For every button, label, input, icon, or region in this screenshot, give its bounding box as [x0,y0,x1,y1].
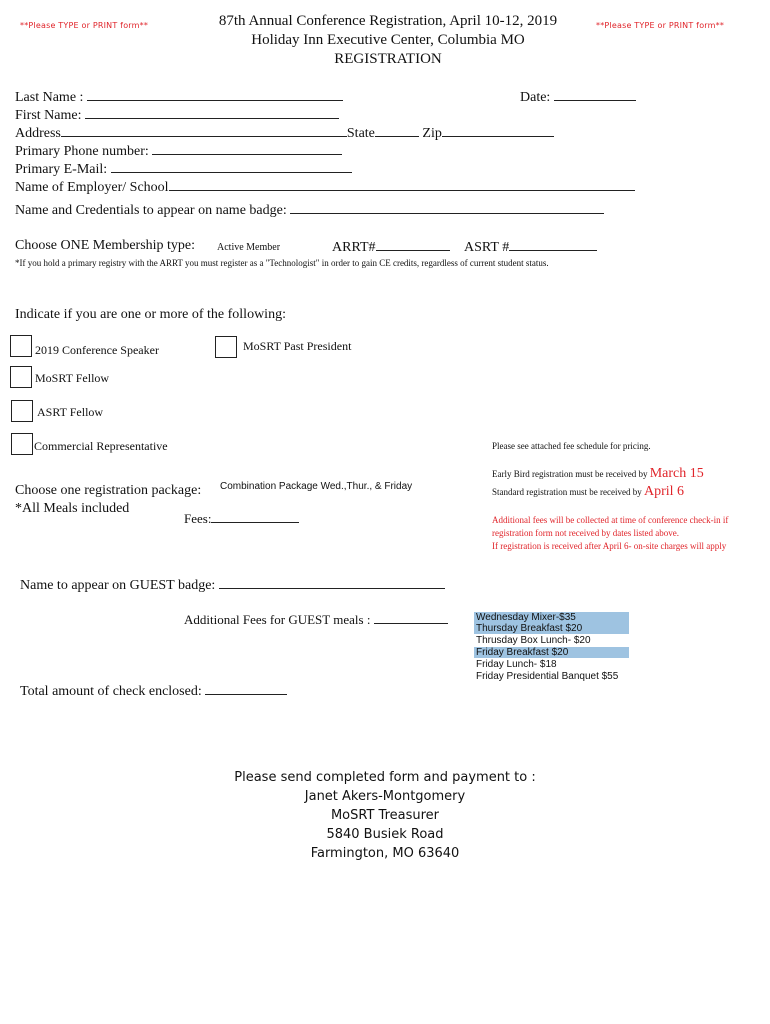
total-field[interactable] [205,682,287,695]
fees-field[interactable] [211,510,299,523]
guest-meals-fee-row [184,611,448,628]
arrt-row [332,238,450,256]
mailing-street: 5840 Busiek Road [326,827,444,842]
membership-note: *If you hold a primary registry with the ARRT you must register as a "Technologist" in order to gain CE credits, regardless of current student status. [15,258,549,268]
first-name-label: First Name: [15,108,82,123]
guest-meal-thu-lunch[interactable]: Thrusday Box Lunch- $20 [476,635,591,646]
guest-badge-label: Name to appear on GUEST badge: [20,578,216,593]
zip-field[interactable] [442,124,554,137]
past-president-label: MoSRT Past President [243,339,352,353]
guest-meal-wed-mixer[interactable]: Wednesday Mixer-$35 [474,612,629,623]
last-name-label: Last Name : [15,90,84,105]
treasurer-name: Janet Akers-Montgomery [304,789,466,804]
conference-venue: Holiday Inn Executive Center, Columbia MO [251,32,525,48]
email-row [15,160,352,178]
additional-fees-line2: registration form not received by dates listed above. [492,528,679,538]
type-print-note-right: **Please TYPE or PRINT form** [596,21,725,30]
options-heading: Indicate if you are one or more of the following: [15,307,286,322]
commercial-label: Commercial Representative [34,439,168,453]
conference-title: 87th Annual Conference Registration, April 10-12, 2019 [218,13,558,29]
email-field[interactable] [111,160,352,173]
treasurer-title: MoSRT Treasurer [330,808,440,823]
membership-value[interactable]: Active Member [217,242,281,253]
email-label: Primary E-Mail: [15,162,108,177]
asrt-field[interactable] [509,238,597,251]
first-name-row [15,106,339,124]
fees-row [184,510,299,527]
fees-label: Fees: [184,511,212,526]
asrt-row [464,238,597,256]
membership-label: Choose ONE Membership type: [15,238,196,253]
past-president-checkbox[interactable] [215,336,237,358]
arrt-field[interactable] [376,238,450,251]
date-field[interactable] [554,88,636,101]
guest-meal-fri-lunch[interactable]: Friday Lunch- $18 [476,659,557,670]
badge-name-label: Name and Credentials to appear on name badge: [15,203,287,218]
early-bird-label: Early Bird registration must be received by [492,469,648,479]
standard-label: Standard registration must be received by [492,487,642,497]
address-row [15,124,554,142]
arrt-label: ARRT# [332,240,376,255]
date-label: Date: [520,90,551,105]
speaker-checkbox[interactable] [10,335,32,357]
address-field[interactable] [61,124,347,137]
guest-meals-fee-label: Additional Fees for GUEST meals : [184,612,371,627]
type-print-note-left: **Please TYPE or PRINT form** [20,21,149,30]
phone-row [15,142,342,160]
total-label: Total amount of check enclosed: [20,684,202,699]
mailing-city: Farmington, MO 63640 [310,846,460,861]
asrt-fellow-label: ASRT Fellow [37,405,104,419]
date-row [520,88,636,106]
last-name-row [15,88,343,106]
phone-field[interactable] [152,142,342,155]
fellow-checkbox[interactable] [10,366,32,388]
meals-included-note: *All Meals included [15,501,130,516]
guest-meal-fri-banquet[interactable]: Friday Presidential Banquet $55 [476,671,619,682]
form-heading: REGISTRATION [334,51,442,67]
package-label: Choose one registration package: [15,483,202,498]
commercial-checkbox[interactable] [11,433,33,455]
phone-label: Primary Phone number: [15,144,149,159]
pricing-note: Please see attached fee schedule for pricing. [492,441,651,451]
guest-meals-fee-field[interactable] [374,611,448,624]
additional-fees-line3: If registration is received after April 6- on-site charges will apply [492,541,727,551]
standard-date: April 6 [643,484,685,499]
total-row [20,682,287,700]
early-bird-row [492,466,704,482]
mailing-instruction: Please send completed form and payment to : [234,770,536,785]
badge-name-row [15,201,604,219]
asrt-label: ASRT # [464,240,510,255]
guest-meal-fri-breakfast[interactable]: Friday Breakfast $20 [474,647,629,658]
asrt-fellow-checkbox[interactable] [11,400,33,422]
employer-row [15,178,635,196]
badge-name-field[interactable] [290,201,604,214]
state-label: State [346,126,375,141]
employer-field[interactable] [169,178,635,191]
guest-badge-row [20,576,445,594]
package-value[interactable]: Combination Package Wed.,Thur., & Friday [220,481,413,492]
zip-label: Zip [422,126,442,141]
state-field[interactable] [375,124,419,137]
fellow-label: MoSRT Fellow [35,371,110,385]
first-name-field[interactable] [85,106,339,119]
guest-meal-thu-breakfast[interactable]: Thursday Breakfast $20 [474,623,629,634]
address-label: Address [15,126,61,141]
speaker-label: 2019 Conference Speaker [35,343,159,357]
early-bird-date: March 15 [649,466,704,481]
additional-fees-line1: Additional fees will be collected at time of conference check-in if [492,515,729,525]
standard-row [492,484,684,500]
last-name-field[interactable] [87,88,343,101]
guest-badge-field[interactable] [219,576,445,589]
employer-label: Name of Employer/ School [15,180,169,195]
